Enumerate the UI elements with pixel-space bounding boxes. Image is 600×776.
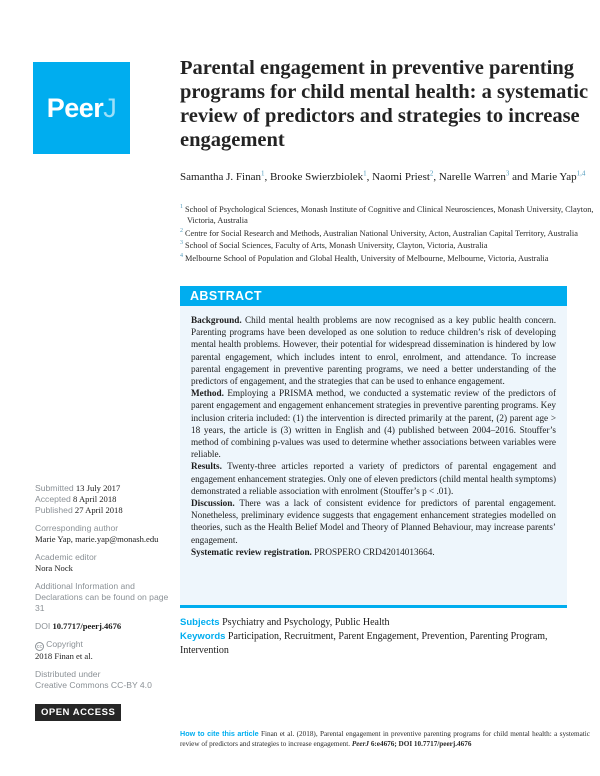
copyright-line [35,639,177,651]
affiliation-text: School of Social Sciences, Faculty of Arts, Monash University, Clayton, Victoria, Australia [185,241,488,251]
author-affiliation-superscript: 1 [260,169,265,177]
author [372,171,439,183]
abstract-section-label: Discussion. [191,498,235,509]
abstract-heading-bar [180,286,567,306]
cite-reference[interactable] [352,740,472,748]
abstract-section-text: There was a lack of consistent evidence for predictors of parental engagement. Nonetheless, preliminary evidence suggests that engagement enhancement strategies modelled on theories, such as the Health Belief Model and Theory of Planned Behaviour, may increase parents’ engagement. [191,498,556,545]
cite-label: How to cite this article [180,729,259,738]
affiliation-text: Centre for Social Research and Methods, Australian National University, Acton, Australian Capital Territory, Australia [185,228,578,238]
author-affiliation-superscript: 3 [505,169,510,177]
doi-link[interactable]: 10.7717/peerj.4676 [52,621,122,631]
affiliations-list [180,204,594,266]
affiliation-text: School of Psychological Sciences, Monash Institute of Cognitive and Clinical Neurosciences, Monash University, Clayton, Victoria, Australia [185,204,594,225]
additional-information-note: Additional Information and Declarations can be found on page 31 [35,581,169,613]
affiliation-item [180,240,594,252]
author-separator: , [264,170,270,183]
subjects-line [180,616,584,630]
abstract-section [191,314,556,387]
peerj-logo-text [47,93,117,124]
copyright-block [35,639,177,662]
doi-line [35,621,177,632]
license-link[interactable]: Creative Commons CC-BY 4.0 [35,680,152,690]
affiliation-text: Melbourne School of Population and Global Health, University of Melbourne, Melbourne, Victoria, Australia [185,253,549,263]
affiliation-number: 3 [180,240,183,247]
abstract-section-label: Results. [191,461,222,472]
peerj-logo-text-j: J [103,92,117,123]
keywords-line [180,630,584,658]
abstract-section-text: Child mental health problems are now recognised as a key public health concern. Parenting programs have been developed as one solution to reduce children’s risk of developing mental health problems. However, their potential for widespread dissemination is hindered by low parental engagement, which includes intent to enrol, enrolment, and attendance. To increase parental engagement in preventive parenting programs, we need a better understanding of the predictors of engagement, and the strategies that can be used to enhance engagement. [191,315,556,387]
submitted-label: Submitted [35,483,74,493]
affiliation-item [180,253,594,265]
author-affiliation-superscript: 1 [363,169,367,177]
copyright-holder: 2018 Finan et al. [35,651,93,661]
cite-text: Finan et al. (2018), Parental engagement in preventive parenting programs for child mental health: a systematic review of predictors and strategies to increase engagement. [180,730,590,748]
subjects-text: Psychiatry and Psychology, Public Health [222,617,390,628]
creative-commons-icon: cc [36,644,43,650]
academic-editor-block [35,552,177,574]
abstract-heading: ABSTRACT [190,289,262,303]
author [270,171,372,183]
keywords-text: Participation, Recruitment, Parent Engagement, Prevention, Parenting Program, Intervention [180,631,548,656]
abstract-section [191,497,556,546]
author [180,171,270,183]
author [439,171,531,183]
copyright-label: Copyright [46,639,83,649]
abstract-section [191,546,556,558]
peerj-logo-text-main: Peer [46,92,104,123]
abstract-section-label: Method. [191,388,224,399]
subjects-keywords [180,616,584,658]
author-affiliation-superscript: 1,4 [576,169,586,177]
abstract-section-text: Employing a PRISMA method, we conducted a systematic review of the predictors of parent engagement and engagement enhancement strategies in preventive parenting programs. Key inclusion criteria included: (1) the intervention is directed primarily at the parent, (2) parent age > 18 years, the article is (3) written in English and (4) published between 2004–2016. Stouffer’s method of combining p-values was used to determine whether associations between variables were reliable. [191,388,557,460]
affiliation-number: 2 [180,227,183,234]
published-line [35,505,177,516]
subjects-label: Subjects [180,617,220,628]
abstract-section [191,387,556,460]
abstract-section-label: Systematic review registration. [191,546,312,557]
corresponding-author-email-link[interactable]: Marie Yap, marie.yap@monash.edu [35,534,159,544]
history-dates [35,483,177,516]
author-separator: , [366,170,373,183]
corresponding-author-label: Corresponding author [35,523,119,533]
affiliation-number: 1 [180,204,183,210]
accepted-line [35,494,177,505]
footer-citation [180,729,590,749]
license-intro: Distributed under [35,669,101,679]
accepted-date: 8 April 2018 [73,494,117,504]
abstract-section-text: PROSPERO CRD42014013664. [314,546,435,557]
affiliation-item [180,228,594,240]
accepted-label: Accepted [35,494,71,504]
article-title: Parental engagement in preventive parenting programs for child mental health: a systematic review of predictors and strategies to increase engagement [180,57,589,151]
author-separator: and [509,170,531,183]
author-name: Narelle Warren [438,170,506,183]
peerj-logo [33,62,130,154]
abstract-section-label: Background. [191,315,242,325]
submitted-date: 13 July 2017 [75,483,121,493]
doi-label: DOI [35,621,51,631]
abstract-section [191,460,556,497]
cite-journal-name: PeerJ [351,739,370,748]
authors-line [180,169,592,185]
published-label: Published [35,505,73,515]
author-name: Naomi Priest [372,170,430,183]
author-name: Brooke Swierzbiolek [269,170,364,183]
author-name: Marie Yap [530,170,577,183]
submitted-line [35,483,177,494]
author [531,171,586,183]
cite-reference-rest: 6:e4676; DOI 10.7717/peerj.4676 [369,739,472,748]
corresponding-author-block [35,523,177,545]
academic-editor-name: Nora Nock [35,563,73,573]
affiliation-number: 4 [180,253,183,260]
open-access-badge: OPEN ACCESS [35,704,121,721]
abstract-section-text: Twenty-three articles reported a variety of predictors of parental engagement and engagement enhancement strategies. Only one of eleven predictors (child mental health symptoms) demonstrated a reliable association with enrolment (Stouffer’s p < .01). [191,461,557,496]
affiliation-item [180,204,594,227]
abstract-body [180,306,567,608]
academic-editor-label: Academic editor [35,552,97,562]
keywords-label: Keywords [180,631,226,642]
published-date: 27 April 2018 [74,505,123,515]
author-affiliation-superscript: 2 [429,169,434,177]
author-name: Samantha J. Finan [180,170,261,183]
license-block [35,669,177,691]
sidebar [35,483,177,721]
author-separator: , [433,170,439,183]
